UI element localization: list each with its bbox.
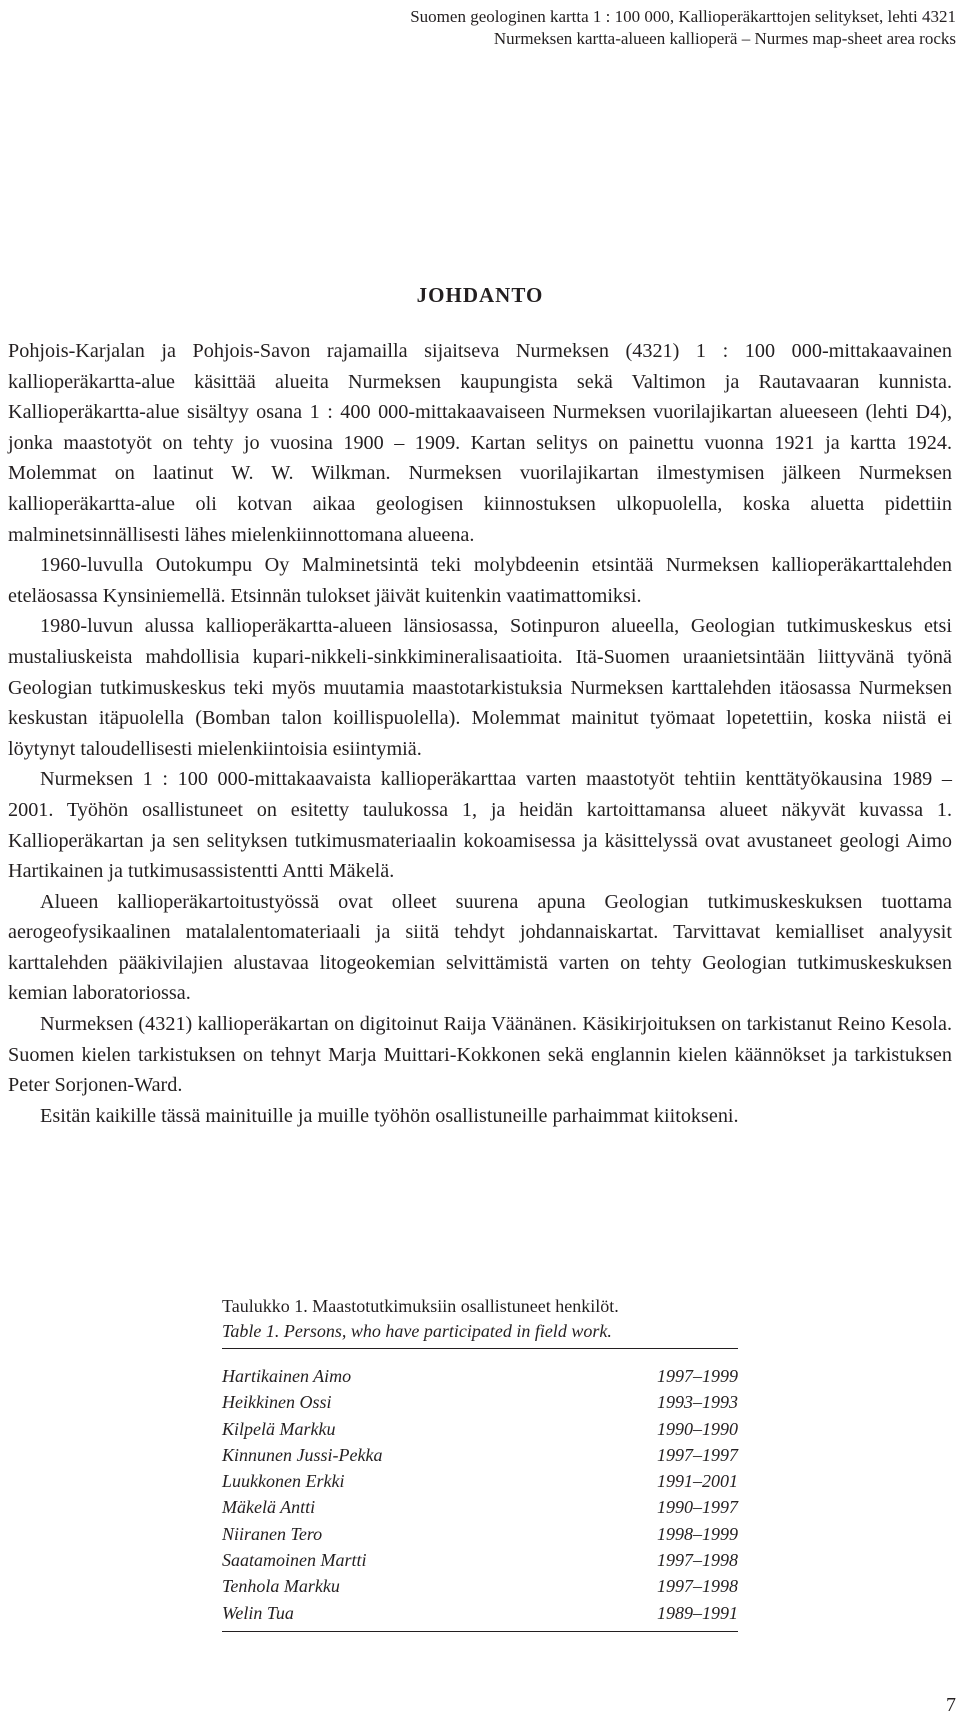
work-years: 1990–1997 <box>657 1497 738 1518</box>
paragraph: Nurmeksen (4321) kallioperäkartan on digitoinut Raija Väänänen. Käsikirjoituksen on tarkistanut Reino Kesola. Suomen kielen tarkistuksen on tehnyt Marja Muittari-Kokkonen sekä englannin kielen käännökset ja tarkistuksen Peter Sorjonen-Ward. <box>8 1013 952 1097</box>
running-header-line-1: Suomen geologinen kartta 1 : 100 000, Kallioperäkarttojen selitykset, lehti 4321 <box>410 7 956 26</box>
table-row <box>222 1600 738 1626</box>
running-header-line-2: Nurmeksen kartta-alueen kallioperä – Nurmes map-sheet area rocks <box>493 29 956 48</box>
table-caption-fi: Taulukko 1. Maastotutkimuksiin osallistuneet henkilöt. <box>222 1296 619 1316</box>
person-name: Saatamoinen Martti <box>222 1550 367 1571</box>
work-years: 1998–1999 <box>657 1523 738 1544</box>
person-name: Heikkinen Ossi <box>222 1392 332 1413</box>
work-years: 1997–1998 <box>657 1550 738 1571</box>
table-bottom-rule <box>222 1631 738 1632</box>
person-name: Hartikainen Aimo <box>222 1366 352 1386</box>
table-row <box>222 1416 738 1442</box>
table-row <box>222 1442 738 1468</box>
person-name: Mäkelä Antti <box>222 1497 316 1518</box>
paragraph: Alueen kallioperäkartoitustyössä ovat olleet suurena apuna Geologian tutkimuskeskuksen tuottama aerogeofysikaalinen matalalentomateriaali ja siitä tehdyt johdannaiskartat. Tarvittavat kemialliset analyysit karttalehden pääkivilajien alustavaa litogeokemian selvittämistä varten on tehty Geologian tutkimuskeskuksen kemian laboratoriossa. <box>8 890 952 1005</box>
table-row <box>222 1468 738 1494</box>
table-top-rule <box>222 1348 738 1349</box>
paragraph: 1960-luvulla Outokumpu Oy Malminetsintä teki molybdeenin etsintää Nurmeksen kallioperäkarttalehden eteläosassa Kynsiniemellä. Etsinnän tulokset jäivät kuitenkin vaatimattomiksi. <box>8 554 952 607</box>
table-row <box>222 1363 738 1389</box>
person-name: Niiranen Tero <box>222 1523 323 1544</box>
work-years: 1997–1999 <box>657 1366 738 1386</box>
person-name: Kilpelä Markku <box>222 1418 336 1439</box>
paragraph: Pohjois-Karjalan ja Pohjois-Savon rajamailla sijaitseva Nurmeksen (4321) 1 : 100 000-mittakaavainen kallioperäkartta-alue käsittää alueita Nurmeksen kaupungista sekä Valtimon ja Rautavaaran kunnista. Kallioperäkartta-alue sisältyy osana 1 : 400 000-mittakaavaiseen Nurmeksen vuorilajikartan alueeseen (lehti D4), jonka maastotyöt on tehty jo vuosina 1900 – 1909. Kartan selitys on painettu vuonna 1921 ja kartta 1924. Molemmat on laatinut W. W. Wilkman. Nurmeksen vuorilajikartan ilmestymisen jälkeen Nurmeksen kallioperäkartta-alue oli kotvan aikaa geologisen kiinnostuksen ulkopuolella, koska aluetta pidettiin malminetsinnällisesti lähes mielenkiinnottomana alueena. <box>8 340 952 546</box>
person-name: Welin Tua <box>222 1602 294 1623</box>
table-row <box>222 1494 738 1520</box>
work-years: 1997–1997 <box>657 1444 738 1465</box>
running-header <box>410 6 956 50</box>
paragraph: Esitän kaikille tässä mainituille ja muille työhön osallistuneille parhaimmat kiitokseni. <box>40 1104 739 1127</box>
paragraph: Nurmeksen 1 : 100 000-mittakaavaista kallioperäkarttaa varten maastotyöt tehtiin kenttätyökausina 1989 – 2001. Työhön osallistuneet on esitetty taulukossa 1, ja heidän kartoittamansa alueet näkyvät kuvassa 1. Kallioperäkartan ja sen selityksen tutkimusmateriaalin kokoamisessa ja käsittelyssä ovat avustaneet geologi Aimo Hartikainen ja tutkimusassistentti Antti Mäkelä. <box>8 768 952 883</box>
work-years: 1997–1998 <box>657 1576 738 1597</box>
paragraph: 1980-luvun alussa kallioperäkartta-alueen länsiosassa, Sotinpuron alueella, Geologian tutkimuskeskus etsi mustaliuskeista mahdollisia kupari-nikkeli-sinkkimineralisaatioita. Itä-Suomen uraanietsintään liittyvänä työnä Geologian tutkimuskeskus teki myös muutamia maastotarkistuksia Nurmeksen karttalehden itäosassa Nurmeksen keskustan itäpuolella (Bomban talon koillispuolella). Molemmat mainitut työmaat lopetettiin, koska niistä ei löytynyt taloudellisesti mielenkiintoisia esiintymiä. <box>8 615 952 760</box>
person-name: Kinnunen Jussi-Pekka <box>222 1444 383 1465</box>
person-name: Luukkonen Erkki <box>222 1471 345 1492</box>
work-years: 1993–1993 <box>657 1392 738 1413</box>
page-number: 7 <box>946 1694 956 1716</box>
work-years: 1989–1991 <box>657 1602 738 1623</box>
table-row <box>222 1547 738 1573</box>
work-years: 1990–1990 <box>657 1418 738 1439</box>
work-years: 1991–2001 <box>657 1471 738 1492</box>
person-name: Tenhola Markku <box>222 1576 340 1597</box>
table-row <box>222 1389 738 1415</box>
fieldwork-table <box>222 1294 738 1632</box>
body-text <box>8 336 952 1131</box>
table-body <box>222 1363 738 1626</box>
section-title: JOHDANTO <box>416 283 544 307</box>
table-caption-en: Table 1. Persons, who have participated in field work. <box>222 1321 612 1341</box>
table-row <box>222 1573 738 1599</box>
table-row <box>222 1521 738 1547</box>
